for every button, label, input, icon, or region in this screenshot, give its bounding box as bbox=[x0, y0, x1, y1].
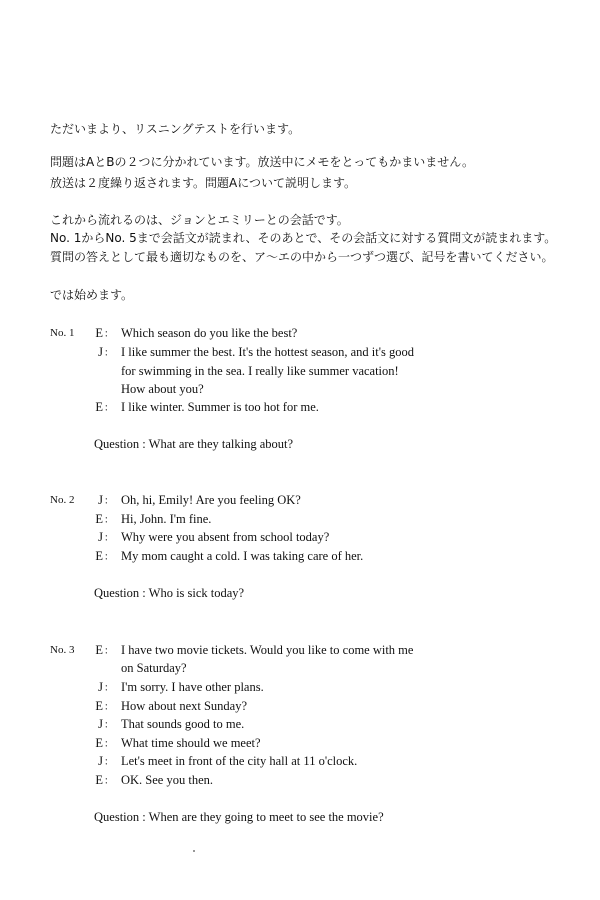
question-text: What are they talking about? bbox=[148, 437, 294, 451]
speaker-label: E ： bbox=[92, 734, 114, 754]
question-label: Question : bbox=[94, 437, 149, 451]
speaker-label: E ： bbox=[92, 547, 114, 567]
speaker-label: J ： bbox=[92, 528, 114, 548]
dialogue-line: I like winter. Summer is too hot for me. bbox=[121, 400, 319, 414]
scan-speck bbox=[193, 850, 195, 852]
question-line bbox=[94, 584, 244, 602]
speaker-label: E ： bbox=[92, 398, 114, 418]
speaker-label: J ： bbox=[92, 715, 114, 735]
question-line bbox=[94, 808, 384, 826]
dialogue-line: My mom caught a cold. I was taking care of her. bbox=[121, 549, 364, 563]
speaker-label: J ： bbox=[92, 343, 114, 363]
dialogue-line: How about you? bbox=[121, 382, 204, 396]
problem-number: No. 1 bbox=[50, 327, 75, 339]
question-label: Question : bbox=[94, 810, 149, 824]
intro-answer-instructions: 質問の答えとして最も適切なものを、ア～エの中から一つずつ選び、記号を書いてください。 bbox=[50, 250, 554, 264]
question-label: Question : bbox=[94, 586, 149, 600]
intro-begin: では始めます。 bbox=[50, 288, 134, 302]
speaker-label: J ： bbox=[92, 491, 114, 511]
question-line bbox=[94, 435, 293, 453]
speaker-label: J ： bbox=[92, 678, 114, 698]
dialogue-line: Which season do you like the best? bbox=[121, 326, 298, 340]
dialogue-line: on Saturday? bbox=[121, 661, 187, 675]
dialogue-line: I have two movie tickets. Would you like to come with me bbox=[121, 643, 414, 657]
intro-conversation-description: これから流れるのは、ジョンとエミリーとの会話です。 bbox=[50, 213, 349, 227]
intro-repeat-notice: 放送は２度繰り返されます。問題Aについて説明します。 bbox=[50, 176, 357, 190]
dialogue-line: How about next Sunday? bbox=[121, 699, 248, 713]
dialogue-line: Let's meet in front of the city hall at 11 o'clock. bbox=[121, 754, 358, 768]
dialogue-line: What time should we meet? bbox=[121, 736, 261, 750]
speaker-label: E ： bbox=[92, 697, 114, 717]
question-text: When are they going to meet to see the movie? bbox=[148, 810, 384, 824]
intro-parts-explanation: 問題はAとBの２つに分かれています。放送中にメモをとってもかまいません。 bbox=[50, 155, 474, 169]
speaker-label: E ： bbox=[92, 324, 114, 344]
question-text: Who is sick today? bbox=[148, 586, 245, 600]
dialogue-line: That sounds good to me. bbox=[121, 717, 245, 731]
intro-start-announcement: ただいまより、リスニングテストを行います。 bbox=[50, 122, 301, 136]
dialogue-line: Oh, hi, Emily! Are you feeling OK? bbox=[121, 493, 301, 507]
dialogue-line: Why were you absent from school today? bbox=[121, 530, 330, 544]
problem-number: No. 2 bbox=[50, 494, 75, 506]
speaker-label: J ： bbox=[92, 752, 114, 772]
speaker-label: E ： bbox=[92, 641, 114, 661]
speaker-label: E ： bbox=[92, 771, 114, 791]
dialogue-line: for swimming in the sea. I really like summer vacation! bbox=[121, 364, 399, 378]
dialogue-line: I like summer the best. It's the hottest season, and it's good bbox=[121, 345, 414, 359]
dialogue-line: I'm sorry. I have other plans. bbox=[121, 680, 264, 694]
intro-question-format: No. 1からNo. 5まで会話文が読まれ、そのあとで、その会話文に対する質問文が読まれます。 bbox=[50, 231, 557, 245]
speaker-label: E ： bbox=[92, 510, 114, 530]
dialogue-line: OK. See you then. bbox=[121, 773, 213, 787]
dialogue-line: Hi, John. I'm fine. bbox=[121, 512, 212, 526]
problem-number: No. 3 bbox=[50, 644, 75, 656]
